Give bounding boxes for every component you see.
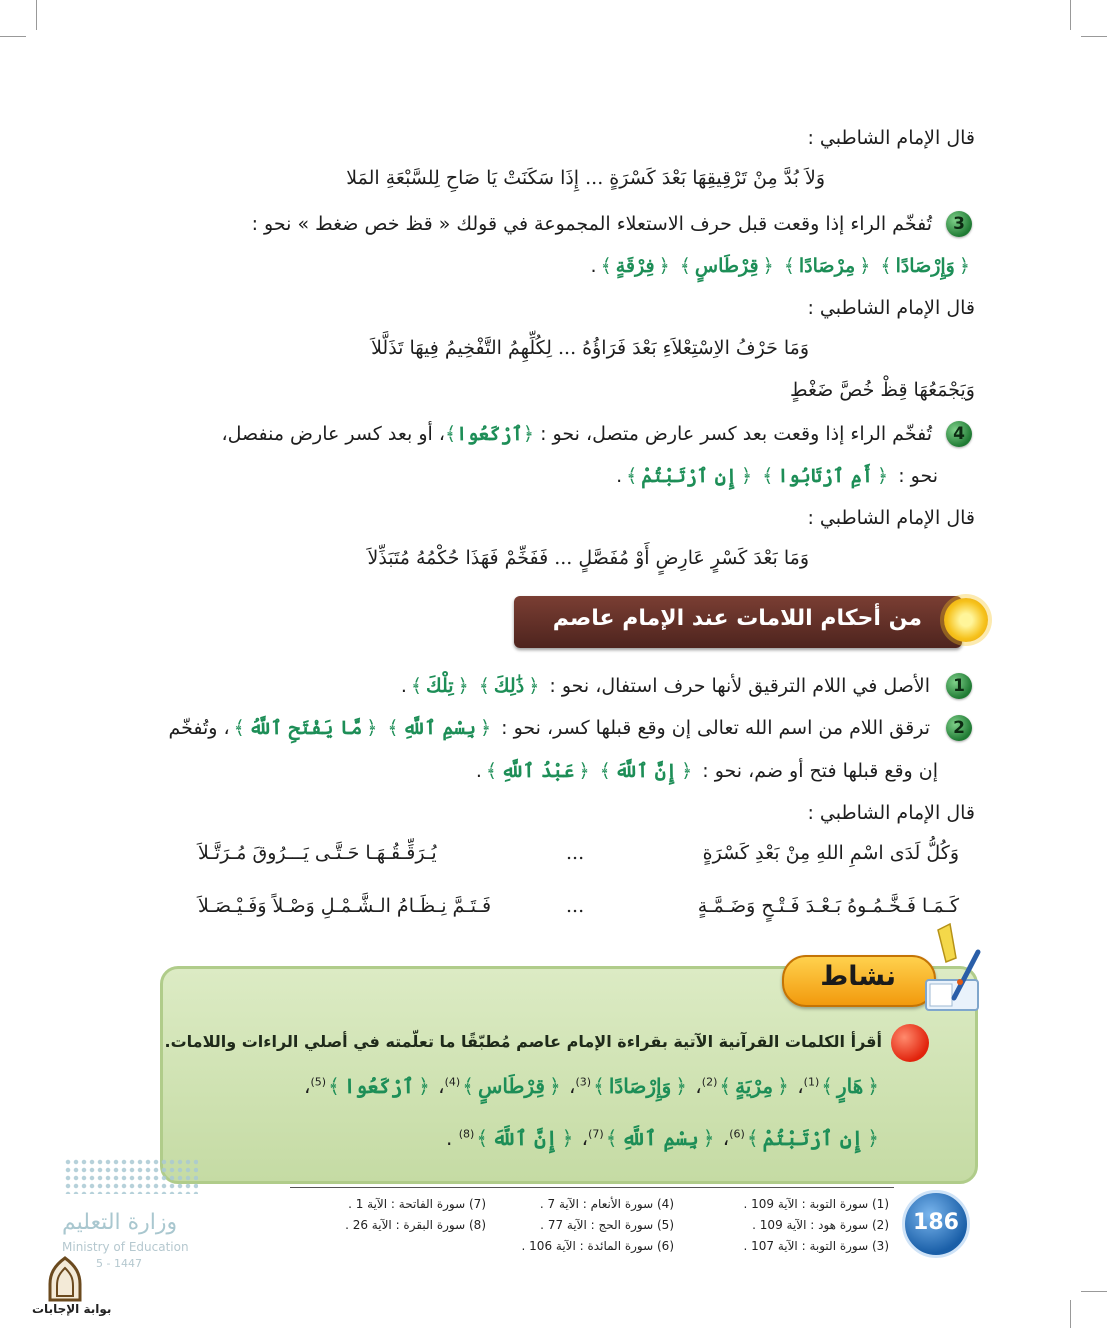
text-line: تُفخّم الراء إذا وقعت بعد كسر عارض متصل، نحو : ﴿ٱرْكَعُوا﴾، أو بعد كسر عارض منفصل، xyxy=(221,423,932,445)
reference-mark: (3) xyxy=(575,1075,592,1089)
footnote: (3) سورة التوبة : الآية 107 . xyxy=(743,1239,889,1253)
text-line: قال الإمام الشاطبي : xyxy=(807,507,975,529)
activity-label xyxy=(782,955,936,1007)
quran-word: قِرْطَاسٍ xyxy=(477,1074,545,1098)
pen-book-icon xyxy=(920,922,986,1018)
text-segment: نحو : xyxy=(898,465,938,487)
quran-word: إِنِ ٱرْتَبْتُمْ xyxy=(641,465,737,487)
text-segment: تُفخّم الراء إذا وقعت بعد كسر عارض متصل، نحو : xyxy=(540,423,932,445)
rule-number: 1 xyxy=(946,673,972,699)
crop-mark xyxy=(0,36,26,37)
reference-mark: (1) xyxy=(803,1075,820,1089)
portal-logo-icon xyxy=(44,1256,86,1302)
quran-word: فِرْقَةٍ xyxy=(615,255,655,277)
poem-separator: ... xyxy=(566,895,585,917)
quran-word: وَإِرْصَادًا xyxy=(895,255,955,277)
crop-mark xyxy=(1081,36,1107,37)
reference-mark: (7) xyxy=(588,1127,604,1141)
text-line: الأصل في اللام الترقيق لأنها حرف استفال، نحو : ﴿ذَٰلِكَ﴾ ﴿تِلْكَ﴾. xyxy=(400,675,930,697)
quran-word: هَارٍ xyxy=(836,1074,864,1098)
activity-title: نشاط xyxy=(820,961,896,992)
text-segment: الأصل في اللام الترقيق لأنها حرف استفال، نحو : xyxy=(549,675,930,697)
footnote-divider xyxy=(290,1187,894,1188)
quran-word: تِلْكَ xyxy=(426,675,454,697)
activity-instruction: أقرأ الكلمات القرآنية الآتية بقراءة الإمام عاصم مُطبّقًا ما تعلّمته في أصلي الراءات واللامات. xyxy=(164,1032,882,1051)
poem-verse-right: وَكُلُّ لَدَى اسْمِ اللهِ مِنْ بَعْدِ كَسْرَةٍ xyxy=(702,842,959,864)
poem-verse-left: فَـتَـمَّ نِـظَـامُ الـشَّـمْـلِ وَصْـلاً وَفَـيْـصَـلاَ xyxy=(198,895,492,917)
reference-mark: (6) xyxy=(729,1127,745,1141)
rule-number: 4 xyxy=(946,421,972,447)
section-banner xyxy=(514,596,962,648)
verse-line: وَمَا حَرْفُ الاِسْتِعْلاَءِ بَعْدَ فَرَاؤُهُ ... لِكُلِّهِمُ التَّفْخِيمُ فِيهَا تَذَلَّلاَ xyxy=(371,337,809,359)
footnote: (1) سورة التوبة : الآية 109 . xyxy=(743,1197,889,1211)
text-segment: إن وقع قبلها فتح أو ضم، نحو : xyxy=(702,760,938,782)
ministry-name-ar: وزارة التعليم xyxy=(62,1210,178,1235)
footnote: (4) سورة الأنعام : الآية 7 . xyxy=(539,1197,674,1211)
ministry-year: 5 - 1447 xyxy=(96,1257,142,1270)
text-line: ترقق اللام من اسم الله تعالى إن وقع قبلها كسر، نحو : ﴿بِسْمِ ٱللَّهِ﴾ ﴿مَّا يَفْتَحِ ٱللَّهُ﴾، وتُفخّم xyxy=(168,717,930,739)
text-line: تُفخّم الراء إذا وقعت قبل حرف الاستعلاء المجموعة في قولك « قظ خص ضغط » نحو : xyxy=(251,213,932,235)
quran-words-row: ﴿وَإِرْصَادًا﴾ ﴿مِرْصَادًا﴾ ﴿قِرْطَاسٍ﴾ ﴿فِرْقَةٍ﴾. xyxy=(590,255,970,277)
ministry-name-en: Ministry of Education xyxy=(62,1240,189,1254)
footnote: (2) سورة هود : الآية 109 . xyxy=(752,1218,889,1232)
text-line: إن وقع قبلها فتح أو ضم، نحو : ﴿إِنَّ ٱللَّهَ﴾ ﴿عَبْدُ ٱللَّهِ﴾. xyxy=(475,760,938,782)
quran-word: ٱرْكَعُوا xyxy=(456,423,523,445)
reference-mark: (4) xyxy=(444,1075,461,1089)
quran-word: إِنَّ ٱللَّهَ xyxy=(614,760,678,782)
footnote: (6) سورة المائدة : الآية 106 . xyxy=(521,1239,674,1253)
portal-name: بوابة الإجابات xyxy=(32,1302,112,1316)
quran-word: ذَٰلِكَ xyxy=(493,675,525,697)
crop-mark xyxy=(1081,1291,1107,1292)
reference-mark: (8) xyxy=(458,1127,475,1141)
quran-word: إِنِ ٱرْتَبْتُمْ xyxy=(762,1126,864,1150)
quran-word: بِسْمِ ٱللَّهِ xyxy=(402,717,476,739)
quran-words-row: نحو : ﴿أَمِ ٱرْتَابُوا﴾ ﴿إِنِ ٱرْتَبْتُمْ﴾. xyxy=(616,465,938,487)
poem-verse-right: كَـمَـا فَـخَّـمُـوهُ بَـعْـدَ فَـتْـحٍ وَضَـمَّـةٍ xyxy=(697,895,959,917)
verse-line: وَمَا بَعْدَ كَسْرٍ عَارِضٍ أَوْ مُفَصَّلٍ ... فَفَخِّمْ فَهَذَا حُكْمُهُ مُتَبَذِّلاَ xyxy=(367,547,809,569)
quran-word: وَإِرْصَادًا xyxy=(608,1074,672,1098)
crop-mark xyxy=(1070,0,1071,30)
text-segment: ، أو بعد كسر عارض منفصل، xyxy=(221,423,445,445)
quran-word: مَّا يَفْتَحِ ٱللَّهُ xyxy=(248,717,363,739)
text-line: قال الإمام الشاطبي : xyxy=(807,127,975,149)
quran-word: عَبْدُ ٱللَّهِ xyxy=(501,760,575,782)
quran-word: أَمِ ٱرْتَابُوا xyxy=(777,465,873,487)
text-line: قال الإمام الشاطبي : xyxy=(807,802,975,824)
section-banner-title: من أحكام اللامات عند الإمام عاصم xyxy=(552,606,922,631)
crop-mark xyxy=(1070,1300,1071,1328)
reference-mark: (5) xyxy=(310,1075,327,1089)
verse-line: وَيَجْمَعُهَا قِظْ خُصَّ ضَغْطٍ xyxy=(789,379,975,401)
quran-word: قِرْطَاسٍ xyxy=(694,255,759,277)
text-segment: ترقق اللام من اسم الله تعالى إن وقع قبلها كسر، نحو : xyxy=(501,717,930,739)
footnote: (5) سورة الحج : الآية 77 . xyxy=(540,1218,674,1232)
bullet-dot xyxy=(891,1024,929,1062)
quran-word: ٱرْكَعُوا xyxy=(343,1074,415,1098)
rule-number: 3 xyxy=(946,211,972,237)
page-number: 186 xyxy=(902,1190,970,1258)
quran-word: مِرْصَادًا xyxy=(798,255,856,277)
text-line: قال الإمام الشاطبي : xyxy=(807,297,975,319)
sun-icon xyxy=(944,598,988,642)
footnote: (7) سورة الفاتحة : الآية 1 . xyxy=(348,1197,486,1211)
ministry-logo-dots xyxy=(64,1158,198,1194)
reference-mark: (2) xyxy=(701,1075,718,1089)
quran-word: بِسْمِ ٱللَّهِ xyxy=(621,1126,699,1150)
poem-verse-left: يُـرَقِّـقُـهَـا حَـتَّـى يَـــرُوقَ مُـرَتَّـلاَ xyxy=(198,842,437,864)
quran-word: مِرْيَةٍ xyxy=(735,1074,774,1098)
poem-separator: ... xyxy=(566,842,585,864)
text-segment: ، وتُفخّم xyxy=(168,717,230,739)
crop-mark xyxy=(36,0,37,30)
quran-word: إِنَّ ٱللَّهَ xyxy=(492,1126,558,1150)
footnote: (8) سورة البقرة : الآية 26 . xyxy=(345,1218,486,1232)
rule-number: 2 xyxy=(946,715,972,741)
verse-line: وَلاَ بُدَّ مِنْ تَرْقِيقِهَا بَعْدَ كَسْرَةٍ ... إِذَا سَكَنَتْ يَا صَاحِ لِلسَّبْعَةِ المَلا xyxy=(346,167,825,189)
activity-words-row: ﴿إِنِ ٱرْتَبْتُمْ﴾$^{(6)}$، ﴿بِسْمِ ٱللَّهِ﴾$^{(7)}$، ﴿إِنَّ ٱللَّهَ﴾$^{(8)}$ . xyxy=(446,1126,879,1150)
activity-words-row: ﴿هَارٍ﴾$^{(1)}$، ﴿مِرْيَةٍ﴾$^{(2)}$، ﴿وَإِرْصَادًا﴾$^{(3)}$، ﴿قِرْطَاسٍ﴾$^{(4)}$، ﴿ٱرْكَعُوا﴾$^{(5)}$، xyxy=(304,1074,879,1098)
